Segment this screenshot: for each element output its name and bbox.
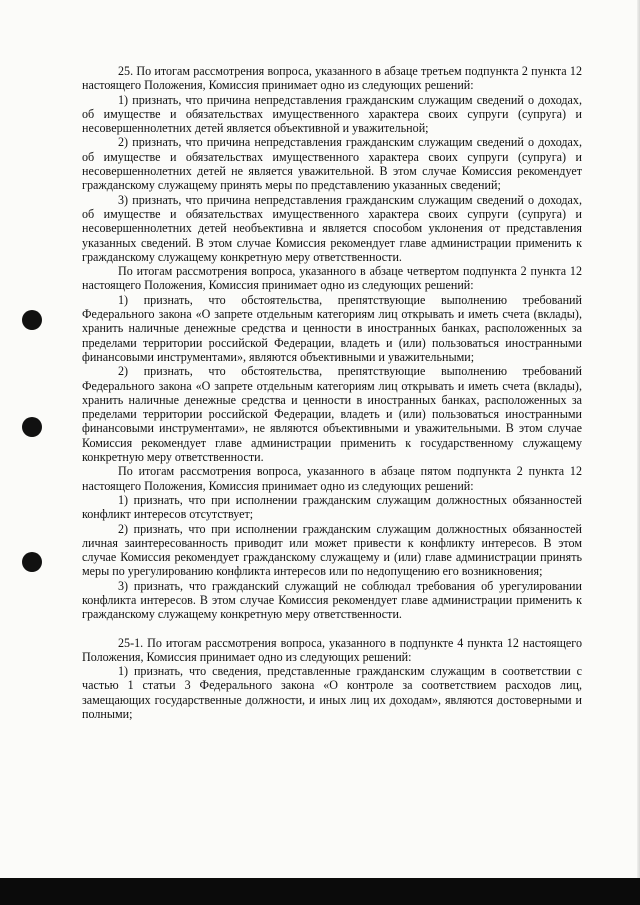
punch-hole [22, 417, 42, 437]
paragraph-25-item-3: 3) признать, что причина непредставления гражданским служащим сведений о доходах, об имуществе и обязательствах имущественного характера своих супруги (супруга) и несовершеннолетних детей необъективна и является способом уклонения от представления указанных сведений. В этом случае Комиссия рекомендует главе администрации применить к гражданскому служащему конкретную меру ответственности. [82, 192, 582, 264]
paragraph-abzac-5-item-1: 1) признать, что при исполнении гражданским служащим должностных обязанностей конфликт интересов отсутствует; [82, 492, 582, 522]
scan-bottom-border [0, 878, 640, 905]
paragraph-abzac-4: По итогам рассмотрения вопроса, указанного в абзаце четвертом подпункта 2 пункта 12 настоящего Положения, Комиссия принимает одно из следующих решений: [82, 264, 582, 293]
paragraph-abzac-4-item-2: 2) признать, что обстоятельства, препятствующие выполнению требований Федерального закона «О запрете отдельным категориям лиц открывать и иметь счета (вклады), хранить наличные денежные средства и ценности в иностранных банках, расположенных за пределами территории российской Федерации, владеть и (или) пользоваться иностранными финансовыми инструментами», не являются объективными и уважительными. В этом случае Комиссия рекомендует главе администрации применить к государственному служащему конкретную меру ответственности. [82, 364, 582, 465]
paragraph-25-item-1: 1) признать, что причина непредставления гражданским служащим сведений о доходах, об имуществе и обязательствах имущественного характера своих супруги (супруга) и несовершеннолетних детей является объективной и уважительной; [82, 92, 582, 136]
paragraph-abzac-5: По итогам рассмотрения вопроса, указанного в абзаце пятом подпункта 2 пункта 12 настоящего Положения, Комиссия принимает одно из следующих решений: [82, 464, 582, 493]
paragraph-abzac-5-item-3: 3) признать, что гражданский служащий не соблюдал требования об урегулировании конфликта интересов. В этом случае Комиссия рекомендует главе администрации применить к гражданскому служащему конкретную меру ответственности. [82, 578, 582, 622]
punch-hole [22, 310, 42, 330]
paragraph-25-1: 25-1. По итогам рассмотрения вопроса, указанного в подпункте 4 пункта 12 настоящего Положения, Комиссия принимает одно из следующих решений: [82, 635, 582, 664]
punch-hole [22, 552, 42, 572]
paragraph-25-item-2: 2) признать, что причина непредставления гражданским служащим сведений о доходах, об имуществе и обязательствах имущественного характера своих супруги (супруга) и несовершеннолетних детей не является уважительной. В этом случае Комиссия рекомендует гражданскому служащему принять меры по представлению указанных сведений; [82, 135, 582, 193]
document-body [82, 64, 582, 721]
paragraph-abzac-4-item-1: 1) признать, что обстоятельства, препятствующие выполнению требований Федерального закона «О запрете отдельным категориям лиц открывать и иметь счета (вклады), хранить наличные денежные средства и ценности в иностранных банках, расположенных за пределами территории российской Федерации, владеть и (или) пользоваться иностранными финансовыми инструментами», являются объективными и уважительными; [82, 292, 582, 364]
paragraph-abzac-5-item-2: 2) признать, что при исполнении гражданским служащим должностных обязанностей личная заинтересованность приводит или может привести к конфликту интересов. В этом случае Комиссия рекомендует гражданскому служащему и (или) главе администрации принять меры по урегулированию конфликта интересов или по недопущению его возникновения; [82, 521, 582, 579]
paragraph-25-1-item-1: 1) признать, что сведения, представленные гражданским служащим в соответствии с частью 1 статьи 3 Федерального закона «О контроле за соответствием расходов лиц, замещающих государственные должности, и иных лиц их доходам», являются достоверными и полными; [82, 664, 582, 722]
paragraph-25: 25. По итогам рассмотрения вопроса, указанного в абзаце третьем подпункта 2 пункта 12 настоящего Положения, Комиссия принимает одно из следующих решений: [82, 64, 582, 93]
